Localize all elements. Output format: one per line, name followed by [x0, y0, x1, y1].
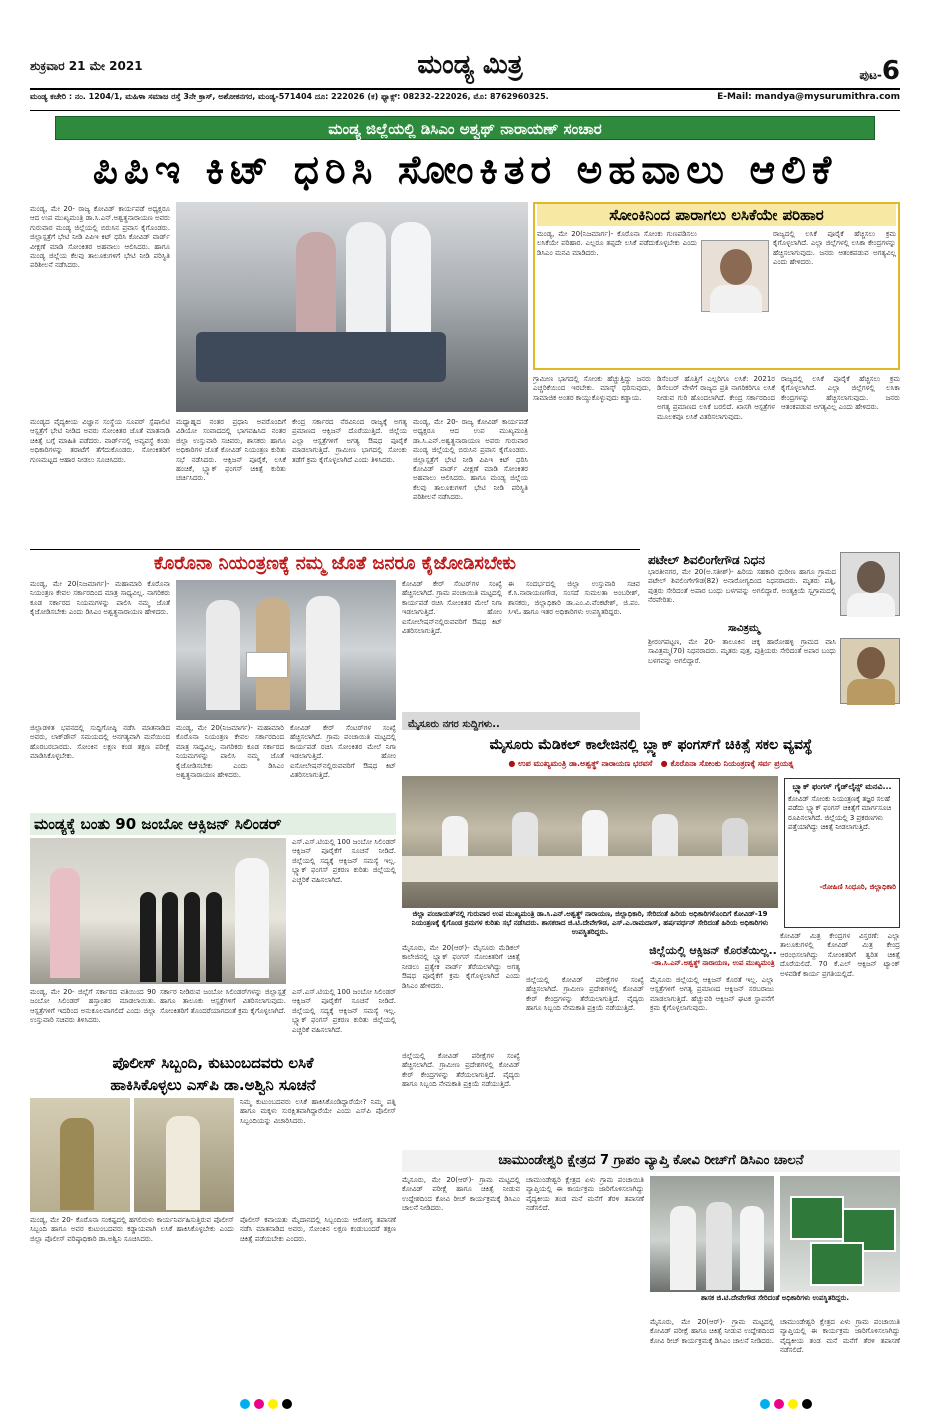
lead-photo — [176, 202, 528, 412]
header-rule — [30, 88, 900, 90]
story4-photo — [30, 838, 286, 984]
lead-body-5: ಮಂಡ್ಯ, ಮೇ 20- ರಾಜ್ಯ ಕೋವಿಡ್ ಕಾರ್ಯಪಡೆ ಅಧ್ಯಕ್ಷರೂ ಆದ ಉಪ ಮುಖ್ಯಮಂತ್ರಿ ಡಾ.ಸಿ.ಎನ್.ಅಶ್ವತ್ಥನಾರಾಯಣ ಅವರು ಗುರುವಾರ ಮಂಡ್ಯ ಜಿಲ್ಲೆಯಲ್ಲಿ ಬಿರುಸಿನ ಪ್ರವಾಸ ಕೈಗೊಂಡರು. ಜಿಲ್ಲಾಸ್ಪತ್ರೆಗೆ ಭೇಟಿ ನೀಡಿ ಪಿಪಿಇ ಕಿಟ್ ಧರಿಸಿ ಕೋವಿಡ್ ವಾರ್ಡ್ ವೀಕ್ಷಣೆ ಮಾಡಿ ಸೋಂಕಿತರ ಅಹವಾಲು ಆಲಿಸಿದರು. ಹಾಗೂ ಮಂಡ್ಯ ಜಿಲ್ಲೆಯ ಕೆಲವು ತಾಲೂಕುಗಳಿಗೆ ಭೇಟಿ ನೀಡಿ ಪರಿಸ್ಥಿತಿ ಪರಿಶೀಲನೆ ನಡೆಸಿದರು. — [413, 418, 528, 502]
story6-body-4: ಚಾಮುಂಡೇಶ್ವರಿ ಕ್ಷೇತ್ರದ ಏಳು ಗ್ರಾಮ ಪಂಚಾಯಿತಿ ವ್ಯಾಪ್ತಿಯಲ್ಲಿ ಈ ಕಾರ್ಯಕ್ರಮ ಜಾರಿಗೊಳಿಸಲಾಗಿದ್ದು ವೈದ್ಯಕೀಯ ತಂಡ ಮನೆ ಮನೆಗೆ ತೆರಳಿ ತಪಾಸಣೆ ನಡೆಸಲಿದೆ. — [780, 1318, 900, 1355]
obit-portrait-1 — [840, 552, 900, 616]
story2-body-2: ಕೋವಿಡ್ ಕೇರ್ ಸೆಂಟರ್‌ಗಳ ಸಂಖ್ಯೆ ಹೆಚ್ಚಿಸಲಾಗಿದೆ. ಗ್ರಾಮ ಪಂಚಾಯಿತಿ ಮಟ್ಟದಲ್ಲಿ ಕಾರ್ಯಪಡೆ ರಚಿಸಿ ಸೋಂಕಿತರ ಮೇಲೆ ನಿಗಾ ಇಡಲಾಗುತ್ತಿದೆ. ಹೋಂ ಐಸೋಲೇಷನ್‌ನಲ್ಲಿರುವವರಿಗೆ ಔಷಧ ಕಿಟ್ ವಿತರಿಸಲಾಗುತ್ತಿದೆ. — [402, 580, 502, 636]
side-story-body-5: ರಾಜ್ಯದಲ್ಲಿ ಲಸಿಕೆ ಪೂರೈಕೆ ಹೆಚ್ಚಿಸಲು ಕ್ರಮ ಕೈಗೊಳ್ಳಲಾಗಿದೆ. ಎಲ್ಲಾ ಜಿಲ್ಲೆಗಳಲ್ಲಿ ಲಸಿಕಾ ಕೇಂದ್ರಗಳನ್ನು ಹೆಚ್ಚಿಸಲಾಗುವುದು. ಜನರು ಆತಂಕಪಡುವ ಅಗತ್ಯವಿಲ್ಲ ಎಂದು ಹೇಳಿದರು. — [781, 375, 900, 412]
story5-photo-1 — [30, 1098, 130, 1212]
story3-photo — [402, 776, 778, 908]
story3-body-2: ಜಿಲ್ಲೆಯಲ್ಲಿ ಕೋವಿಡ್ ಪರೀಕ್ಷೆಗಳ ಸಂಖ್ಯೆ ಹೆಚ್ಚಿಸಲಾಗಿದೆ. ಗ್ರಾಮೀಣ ಪ್ರದೇಶಗಳಲ್ಲಿ ಕೋವಿಡ್ ಕೇರ್ ಕೇಂದ್ರಗಳನ್ನು ತೆರೆಯಲಾಗುತ್ತಿದೆ. ವೈದ್ಯರು ಹಾಗೂ ಸಿಬ್ಬಂದಿ ನೇಮಕಾತಿ ಪ್ರಕ್ರಿಯೆ ನಡೆಯುತ್ತಿದೆ. — [526, 976, 644, 1013]
inauguration-image — [650, 1176, 774, 1292]
story6-photo-1 — [650, 1176, 774, 1292]
color-marks-right — [760, 1394, 880, 1406]
hospital-ward-image — [176, 202, 528, 412]
story5-headline-2: ಹಾಕಿಸಿಕೊಳ್ಳಲು ಎಸ್‌ಪಿ ಡಾ.ಅಶ್ವಿನಿ ಸೂಚನೆ — [110, 1076, 316, 1094]
story3-subhead: ಜಿಲ್ಲೆಯಲ್ಲಿ ಆಕ್ಸಿಜನ್ ಕೊರತೆಯಿಲ್ಲ.. — [649, 944, 777, 957]
story2-headline: ಕೊರೊನಾ ನಿಯಂತ್ರಣಕ್ಕೆ ನಮ್ಮ ಜೊತೆ ಜನರೂ ಕೈಜೋಡಿಸಬೇಕು — [153, 553, 517, 574]
story4-headline: ಮಂಡ್ಯಕ್ಕೆ ಬಂತು 90 ಜಂಬೋ ಆಕ್ಸಿಜನ್ ಸಿಲಿಂಡರ್ — [30, 813, 396, 835]
page-number: 6 — [881, 56, 900, 86]
story6-caption: ಶಾಸಕ ಜಿ.ಟಿ.ದೇವೇಗೌಡ ಸೇರಿದಂತೆ ಅಧಿಕಾರಿಗಳು ಉಪಸ್ಥಿತರಿದ್ದರು. — [700, 1294, 850, 1302]
lead-body-4: ಕೇಂದ್ರ ಸರ್ಕಾರದ ನೆರವಿನಿಂದ ರಾಜ್ಯಕ್ಕೆ ಅಗತ್ಯ ಪ್ರಮಾಣದ ಆಕ್ಸಿಜನ್ ದೊರೆಯುತ್ತಿದೆ. ಜಿಲ್ಲೆಯ ಎಲ್ಲಾ ಆಸ್ಪತ್ರೆಗಳಿಗೆ ಅಗತ್ಯ ಔಷಧ ಪೂರೈಕೆ ಮಾಡಲಾಗುತ್ತಿದೆ. ಗ್ರಾಮೀಣ ಭಾಗದಲ್ಲಿ ಸೋಂಕು ತಡೆಗೆ ಕ್ರಮ ಕೈಗೊಳ್ಳಲಾಗಿದೆ ಎಂದು ತಿಳಿಸಿದರು. — [292, 418, 407, 464]
header-address — [30, 92, 900, 108]
lead-headline: ಪಿಪಿಇ ಕಿಟ್ ಧರಿಸಿ ಸೋಂಕಿತರ ಅಹವಾಲು ಆಲಿಕೆ — [92, 148, 838, 193]
dcm-portrait — [701, 240, 769, 312]
story3-body-1: ಮೈಸೂರು, ಮೇ 20(ಆರ್)- ಮೈಸೂರು ಮೆಡಿಕಲ್ ಕಾಲೇಜಿನಲ್ಲಿ ಬ್ಲ್ಯಾಕ್ ಫಂಗಸ್ ಸೋಂಕಿತರಿಗೆ ಚಿಕಿತ್ಸೆ ನೀಡಲು ಪ್ರತ್ಯೇಕ ವಾರ್ಡ್ ತೆರೆಯಲಾಗಿದ್ದು ಅಗತ್ಯ ಔಷಧ ಪೂರೈಕೆಗೆ ಕ್ರಮ ಕೈಗೊಳ್ಳಲಾಗಿದೆ ಎಂದು ಡಿಸಿಎಂ ಹೇಳಿದರು. — [402, 944, 520, 990]
story4-body-1: ಎಸ್.ಎಸ್.ಟಿಯಲ್ಲಿ 100 ಜಂಬೋ ಸಿಲಿಂಡರ್ ಆಕ್ಸಿಜನ್ ಪೂರೈಕೆಗೆ ಸೂಚನೆ ನೀಡಿದೆ. ಜಿಲ್ಲೆಯಲ್ಲಿ ಸದ್ಯಕ್ಕೆ ಆಕ್ಸಿಜನ್ ಸಮಸ್ಯೆ ಇಲ್ಲ. ಬ್ಲ್ಯಾಕ್ ಫಂಗಸ್ ಪ್ರಕರಣ ಕುರಿತು ಜಿಲ್ಲೆಯಲ್ಲಿ ಎಚ್ಚರಿಕೆ ವಹಿಸಲಾಗಿದೆ. — [292, 838, 396, 884]
story3-sub-2: ಕೊರೊನಾ ಸೋಂಕು ನಿಯಂತ್ರಣಕ್ಕೆ ಸರ್ವ ಪ್ರಯತ್ನ — [670, 759, 794, 768]
story6-body-2: ಚಾಮುಂಡೇಶ್ವರಿ ಕ್ಷೇತ್ರದ ಏಳು ಗ್ರಾಮ ಪಂಚಾಯಿತಿ ವ್ಯಾಪ್ತಿಯಲ್ಲಿ ಈ ಕಾರ್ಯಕ್ರಮ ಜಾರಿಗೊಳಿಸಲಾಗಿದ್ದು ವೈದ್ಯಕೀಯ ತಂಡ ಮನೆ ಮನೆಗೆ ತೆರಳಿ ತಪಾಸಣೆ ನಡೆಸಲಿದೆ. — [526, 1176, 644, 1213]
banner-text: ಮಂಡ್ಯ ಜಿಲ್ಲೆಯಲ್ಲಿ ಡಿಸಿಎಂ ಅಶ್ವಥ್ ನಾರಾಯಣ್ ಸಂಚಾರ — [328, 120, 602, 138]
meeting-hall-image — [402, 776, 778, 908]
story3-body-3: ಮೈಸೂರು ಜಿಲ್ಲೆಯಲ್ಲಿ ಆಕ್ಸಿಜನ್ ಕೊರತೆ ಇಲ್ಲ. ಎಲ್ಲಾ ಆಸ್ಪತ್ರೆಗಳಿಗೆ ಅಗತ್ಯ ಪ್ರಮಾಣದ ಆಕ್ಸಿಜನ್ ಸರಬರಾಜು ಮಾಡಲಾಗುತ್ತಿದೆ. ಹೆಚ್ಚುವರಿ ಆಕ್ಸಿಜನ್ ಘಟಕ ಸ್ಥಾಪನೆಗೆ ಕ್ರಮ ಕೈಗೊಳ್ಳಲಾಗುವುದು. — [650, 976, 774, 1013]
side-story-body-1: ಮಂಡ್ಯ, ಮೇ 20(ನಿಜಮಾರ್ಗ)- ಕೊರೊನಾ ಸೋಂಕು ಗುಣಪಡಿಸಲು ಲಸಿಕೆಯೇ ಪರಿಹಾರ. ಎಲ್ಲರೂ ತಪ್ಪದೇ ಲಸಿಕೆ ಪಡೆದುಕೊಳ್ಳಬೇಕು ಎಂದು ಡಿಸಿಎಂ ಮನವಿ ಮಾಡಿದರು. — [537, 230, 697, 257]
address-text: ಮಂಡ್ಯ ಕಚೇರಿ : ನಂ. 1204/1, ಮಹಿಳಾ ಸಮಾಜ ರಸ್ತೆ 3ನೇ ಕ್ರಾಸ್, ಅಶೋಕನಗರ, ಮಂಡ್ಯ-571404 ದೂ: 222026 (ಕ) ಫ್ಯಾಕ್ಸ್: 08232-222026, ಮೊ: 8762960325. — [30, 92, 549, 101]
side-story-body-3: ಗ್ರಾಮೀಣ ಭಾಗದಲ್ಲಿ ಸೋಂಕು ಹೆಚ್ಚುತ್ತಿದ್ದು ಜನರು ಎಚ್ಚರಿಕೆಯಿಂದ ಇರಬೇಕು. ಮಾಸ್ಕ್ ಧರಿಸುವುದು, ಸಾಮಾಜಿಕ ಅಂತರ ಕಾಯ್ದುಕೊಳ್ಳುವುದು ಕಡ್ಡಾಯ. — [533, 375, 651, 402]
story2-body-1: ಮಂಡ್ಯ, ಮೇ 20(ನಿಜಮಾರ್ಗ)- ಮಹಾಮಾರಿ ಕೊರೊನಾ ನಿಯಂತ್ರಣ ಕೇವಲ ಸರ್ಕಾರದಿಂದ ಮಾತ್ರ ಸಾಧ್ಯವಿಲ್ಲ. ನಾಗರಿಕರು ಕೂಡ ಸರ್ಕಾರದ ನಿಯಮಗಳನ್ನು ಪಾಲಿಸಿ ನಮ್ಮ ಜೊತೆ ಕೈಜೋಡಿಸಬೇಕು ಎಂದು ಡಿಸಿಎಂ ಅಶ್ವತ್ಥನಾರಾಯಣ ಹೇಳಿದರು. — [30, 580, 170, 617]
story5-headline-1: ಪೊಲೀಸ್ ಸಿಬ್ಬಂದಿ, ಕುಟುಂಬದವರು ಲಸಿಕೆ — [112, 1054, 314, 1072]
divider-1 — [30, 549, 640, 550]
sidebox — [784, 778, 900, 928]
page-label-text: ಪುಟ- — [859, 68, 882, 82]
story4-body-3: ಸರ್ಕಾರ ನೀಡಿರುವ ಜಂಬೋ ಸಿಲಿಂಡರ್‌ಗಳನ್ನು ಜಿಲ್ಲಾಸ್ಪತ್ರೆ ಹಾಗೂ ತಾಲೂಕು ಆಸ್ಪತ್ರೆಗಳಿಗೆ ವಿತರಿಸಲಾಗುವುದು. ಸೋಂಕಿತರಿಗೆ ತೊಂದರೆಯಾಗದಂತೆ ಕ್ರಮ ಕೈಗೊಳ್ಳಲಾಗಿದೆ. — [160, 988, 286, 1015]
email-text: E-Mail: mandya@mysurumithra.com — [717, 92, 900, 102]
police-staff-image — [30, 1098, 130, 1212]
press-meet-image — [176, 580, 396, 720]
lead-body-3: ಮಧ್ಯಾಹ್ನದ ನಂತರ ಪ್ರಧಾನಿ ಅವರೊಂದಿಗೆ ವಿಡಿಯೋ ಸಂವಾದದಲ್ಲಿ ಭಾಗವಹಿಸಿದ ನಂತರ ಜಿಲ್ಲಾ ಉಸ್ತುವಾರಿ ಸಚಿವರು, ಶಾಸಕರು ಹಾಗೂ ಅಧಿಕಾರಿಗಳ ಜೊತೆ ಕೋವಿಡ್ ನಿಯಂತ್ರಣ ಕುರಿತು ಸಭೆ ನಡೆಸಿದರು. ಆಕ್ಸಿಜನ್ ಪೂರೈಕೆ, ಲಸಿಕೆ ಹಂಚಿಕೆ, ಬ್ಲ್ಯಾಕ್ ಫಂಗಸ್ ಚಿಕಿತ್ಸೆ ಕುರಿತು ಚರ್ಚಿಸಿದರು. — [176, 418, 286, 483]
masthead-logo: ಮಂಡ್ಯ ಮಿತ್ರ — [417, 50, 523, 80]
side-story-body-4: ಡಿಸೆಂಬರ್ ಹೊತ್ತಿಗೆ ಎಲ್ಲರಿಗೂ ಲಸಿಕೆ: 2021ರ ಡಿಸೆಂಬರ್ ವೇಳೆಗೆ ರಾಜ್ಯದ ಪ್ರತಿ ನಾಗರಿಕರಿಗೂ ಲಸಿಕೆ ನೀಡುವ ಗುರಿ ಹೊಂದಲಾಗಿದೆ. ಕೇಂದ್ರ ಸರ್ಕಾರದಿಂದ ಅಗತ್ಯ ಪ್ರಮಾಣದ ಲಸಿಕೆ ಬರಲಿದೆ. ಖಾಸಗಿ ಆಸ್ಪತ್ರೆಗಳ ಮೂಲಕವೂ ಲಸಿಕೆ ವಿತರಿಸಲಾಗುವುದು. — [657, 375, 775, 421]
story6-body-1: ಮೈಸೂರು, ಮೇ 20(ಆರ್)- ಗ್ರಾಮ ಮಟ್ಟದಲ್ಲಿ ಕೋವಿಡ್ ಪರೀಕ್ಷೆ ಹಾಗೂ ಚಿಕಿತ್ಸೆ ನೀಡುವ ಉದ್ದೇಶದಿಂದ ಕೋವಿ ರೀಚ್ ಕಾರ್ಯಕ್ರಮಕ್ಕೆ ಡಿಸಿಎಂ ಚಾಲನೆ ನೀಡಿದರು. — [402, 1176, 520, 1213]
story2-body-5: ಮಂಡ್ಯ, ಮೇ 20(ನಿಜಮಾರ್ಗ)- ಮಹಾಮಾರಿ ಕೊರೊನಾ ನಿಯಂತ್ರಣ ಕೇವಲ ಸರ್ಕಾರದಿಂದ ಮಾತ್ರ ಸಾಧ್ಯವಿಲ್ಲ. ನಾಗರಿಕರು ಕೂಡ ಸರ್ಕಾರದ ನಿಯಮಗಳನ್ನು ಪಾಲಿಸಿ ನಮ್ಮ ಜೊತೆ ಕೈಜೋಡಿಸಬೇಕು ಎಂದು ಡಿಸಿಎಂ ಅಶ್ವತ್ಥನಾರಾಯಣ ಹೇಳಿದರು. — [176, 724, 284, 780]
story3-subquote: -ಡಾ.ಸಿ.ಎನ್.ಅಶ್ವತ್ಥ್ ನಾರಾಯಣ, ಉಪ ಮುಖ್ಯಮಂತ್ರಿ — [651, 959, 775, 967]
story6-photo-2 — [780, 1176, 900, 1292]
story6-body-3: ಮೈಸೂರು, ಮೇ 20(ಆರ್)- ಗ್ರಾಮ ಮಟ್ಟದಲ್ಲಿ ಕೋವಿಡ್ ಪರೀಕ್ಷೆ ಹಾಗೂ ಚಿಕಿತ್ಸೆ ನೀಡುವ ಉದ್ದೇಶದಿಂದ ಕೋವಿ ರೀಚ್ ಕಾರ್ಯಕ್ರಮಕ್ಕೆ ಡಿಸಿಎಂ ಚಾಲನೆ ನೀಡಿದರು. — [650, 1318, 774, 1345]
side-story-body-2: ರಾಜ್ಯದಲ್ಲಿ ಲಸಿಕೆ ಪೂರೈಕೆ ಹೆಚ್ಚಿಸಲು ಕ್ರಮ ಕೈಗೊಳ್ಳಲಾಗಿದೆ. ಎಲ್ಲಾ ಜಿಲ್ಲೆಗಳಲ್ಲಿ ಲಸಿಕಾ ಕೇಂದ್ರಗಳನ್ನು ಹೆಚ್ಚಿಸಲಾಗುವುದು. ಜನರು ಆತಂಕಪಡುವ ಅಗತ್ಯವಿಲ್ಲ ಎಂದು ಹೇಳಿದರು. — [773, 230, 896, 267]
story5-body-1: ನಿಮ್ಮ ಕುಟುಂಬದವರು ಲಸಿಕೆ ಹಾಕಿಸಿಕೊಂಡಿದ್ದಾರೆಯೇ? ನಿಮ್ಮ ಪತ್ನಿ ಹಾಗೂ ಮಕ್ಕಳು ಸುರಕ್ಷಿತವಾಗಿದ್ದಾರೆಯೇ ಎಂದು ಎಸ್‌ಪಿ ಪೊಲೀಸ್ ಸಿಬ್ಬಂದಿಯನ್ನು ವಿಚಾರಿಸಿದರು. — [240, 1098, 396, 1125]
story6-headline: ಚಾಮುಂಡೇಶ್ವರಿ ಕ್ಷೇತ್ರದ 7 ಗ್ರಾಪಂ ವ್ಯಾಪ್ತಿ ಕೋವಿ ರೀಚ್‌ಗೆ ಡಿಸಿಎಂ ಚಾಲನೆ — [402, 1150, 900, 1172]
story3-subheads — [402, 759, 900, 773]
story3-sub-1: ಉಪ ಮುಖ್ಯಮಂತ್ರಿ ಡಾ.ಅಶ್ವತ್ಥ್ ನಾರಾಯಣ ಭರವಸೆ — [518, 759, 653, 768]
story5-photo-2 — [134, 1098, 234, 1212]
section-label: ಮೈಸೂರು ನಗರ ಸುದ್ದಿಗಳು.. — [408, 719, 500, 730]
sidebox-body: ಕೋವಿಡ್ ಸೋಂಕು ನಿಯಂತ್ರಣಕ್ಕೆ ತಜ್ಞರ ಸಲಹೆ ಪಡೆದು ಬ್ಲ್ಯಾಕ್ ಫಂಗಸ್ ಚಿಕಿತ್ಸೆಗೆ ಮಾರ್ಗಸೂಚಿ ರೂಪಿಸಲಾಗಿದೆ. ಜಿಲ್ಲೆಯಲ್ಲಿ 3 ಪ್ರಕರಣಗಳು ಪತ್ತೆಯಾಗಿದ್ದು ಚಿಕಿತ್ಸೆ ನೀಡಲಾಗುತ್ತಿದೆ. — [788, 795, 892, 832]
story4-body-2: ಮಂಡ್ಯ, ಮೇ 20- ಜಿಲ್ಲೆಗೆ ಸರ್ಕಾರದ ವತಿಯಿಂದ 90 ಜಂಬೋ ಸಿಲಿಂಡರ್ ಹಸ್ತಾಂತರ ಮಾಡಲಾಯಿತು. ಆಸ್ಪತ್ರೆಗಳಿಗೆ ಇದರಿಂದ ಅನುಕೂಲವಾಗಲಿದೆ ಎಂದು ಜಿಲ್ಲಾ ಉಸ್ತುವಾರಿ ಸಚಿವರು ತಿಳಿಸಿದರು. — [30, 988, 156, 1025]
story5-body-2: ಮಂಡ್ಯ, ಮೇ 20- ಕೊರೊನಾ ಸಂಕಷ್ಟದಲ್ಲಿ ಹಗಲಿರುಳು ಕಾರ್ಯನಿರ್ವಹಿಸುತ್ತಿರುವ ಪೊಲೀಸ್ ಸಿಬ್ಬಂದಿ ಹಾಗೂ ಅವರ ಕುಟುಂಬದವರು ಕಡ್ಡಾಯವಾಗಿ ಲಸಿಕೆ ಹಾಕಿಸಿಕೊಳ್ಳಬೇಕು ಎಂದು ಜಿಲ್ಲಾ ಪೊಲೀಸ್ ವರಿಷ್ಠಾಧಿಕಾರಿ ಡಾ.ಅಶ್ವಿನಿ ಸೂಚಿಸಿದರು. — [30, 1216, 234, 1243]
bullet-icon: ● — [660, 759, 668, 768]
page-label — [830, 56, 900, 86]
story2-body-3: ಈ ಸಂದರ್ಭದಲ್ಲಿ ಜಿಲ್ಲಾ ಉಸ್ತುವಾರಿ ಸಚಿವ ಕೆ.ಸಿ.ನಾರಾಯಣಗೌಡ, ಸಂಸದೆ ಸುಮಲತಾ ಅಂಬರೀಶ್, ಶಾಸಕರು, ಜಿಲ್ಲಾಧಿಕಾರಿ ಡಾ.ಎಂ.ವಿ.ವೆಂಕಟೇಶ್, ಜಿ.ಪಂ. ಸಿಇಓ ಹಾಗೂ ಇತರ ಅಧಿಕಾರಿಗಳು ಉಪಸ್ಥಿತರಿದ್ದರು. — [508, 580, 640, 617]
story2-photo — [176, 580, 396, 720]
bullet-icon: ● — [508, 759, 516, 768]
story5-body-3: ಪೊಲೀಸ್ ಕವಾಯತು ಮೈದಾನದಲ್ಲಿ ಸಿಬ್ಬಂದಿಯ ಆರೋಗ್ಯ ತಪಾಸಣೆ ನಡೆಸಿ ಮಾತನಾಡಿದ ಅವರು, ಸೋಂಕಿನ ಲಕ್ಷಣ ಕಂಡುಬಂದರೆ ತಕ್ಷಣ ಚಿಕಿತ್ಸೆ ಪಡೆಯಬೇಕು ಎಂದರು. — [240, 1216, 396, 1243]
story3-body-5: ಜಿಲ್ಲೆಯಲ್ಲಿ ಕೋವಿಡ್ ಪರೀಕ್ಷೆಗಳ ಸಂಖ್ಯೆ ಹೆಚ್ಚಿಸಲಾಗಿದೆ. ಗ್ರಾಮೀಣ ಪ್ರದೇಶಗಳಲ್ಲಿ ಕೋವಿಡ್ ಕೇರ್ ಕೇಂದ್ರಗಳನ್ನು ತೆರೆಯಲಾಗುತ್ತಿದೆ. ವೈದ್ಯರು ಹಾಗೂ ಸಿಬ್ಬಂದಿ ನೇಮಕಾತಿ ಪ್ರಕ್ರಿಯೆ ನಡೆಯುತ್ತಿದೆ. — [402, 1052, 520, 1089]
story3-caption: ಜಿಲ್ಲಾ ಪಂಚಾಯತ್‌ನಲ್ಲಿ ಗುರುವಾರ ಉಪ ಮುಖ್ಯಮಂತ್ರಿ ಡಾ.ಸಿ.ಎನ್.ಅಶ್ವತ್ಥ್ ನಾರಾಯಣ, ಜಿಲ್ಲಾಧಿಕಾರಿ, ಸೇರಿದಂತೆ ಹಿರಿಯ ಅಧಿಕಾರಿಗಳೊಂದಿಗೆ ಕೋವಿಡ್-19 ನಿಯಂತ್ರಣಕ್ಕೆ ಕೈಗೊಂಡ ಕ್ರಮಗಳ ಕುರಿತು ಸಭೆ ನಡೆಸಿದರು. ಶಾಸಕರಾದ ಜಿ.ಟಿ.ದೇವೇಗೌಡ, ಎಸ್.ಎ.ರಾಮದಾಸ್, ಹರ್ಷವರ್ಧನ್ ಸೇರಿದಂತೆ ಹಿರಿಯ ಅಧಿಕಾರಿಗಳು ಉಪಸ್ಥಿತರಿದ್ದರು. — [411, 910, 769, 936]
lead-body-1: ಮಂಡ್ಯ, ಮೇ 20- ರಾಜ್ಯ ಕೋವಿಡ್ ಕಾರ್ಯಪಡೆ ಅಧ್ಯಕ್ಷರೂ ಆದ ಉಪ ಮುಖ್ಯಮಂತ್ರಿ ಡಾ.ಸಿ.ಎನ್.ಅಶ್ವತ್ಥನಾರಾಯಣ ಅವರು ಗುರುವಾರ ಮಂಡ್ಯ ಜಿಲ್ಲೆಯಲ್ಲಿ ಬಿರುಸಿನ ಪ್ರವಾಸ ಕೈಗೊಂಡರು. ಜಿಲ್ಲಾಸ್ಪತ್ರೆಗೆ ಭೇಟಿ ನೀಡಿ ಪಿಪಿಇ ಕಿಟ್ ಧರಿಸಿ ಕೋವಿಡ್ ವಾರ್ಡ್ ವೀಕ್ಷಣೆ ಮಾಡಿ ಸೋಂಕಿತರ ಅಹವಾಲು ಆಲಿಸಿದರು. ಹಾಗೂ ಮಂಡ್ಯ ಜಿಲ್ಲೆಯ ಕೆಲವು ತಾಲೂಕುಗಳಿಗೆ ಭೇಟಿ ನೀಡಿ ಪರಿಸ್ಥಿತಿ ಪರಿಶೀಲನೆ ನಡೆಸಿದರು. — [30, 205, 170, 270]
sidebox-title: ಬ್ಲ್ಯಾಕ್ ಫಂಗಸ್ ಗೈಡ್‌ಲೈನ್ಸ್ ಮನವಿ... — [792, 782, 892, 791]
police-officer-image — [134, 1098, 234, 1212]
header-date: ಶುಕ್ರವಾರ 21 ಮೇ 2021 — [30, 59, 143, 73]
side-story-headline: ಸೋಂಕಿನಿಂದ ಪಾರಾಗಲು ಲಸಿಕೆಯೇ ಪರಿಹಾರ — [537, 204, 896, 226]
story2-body-4: ಜಿಲ್ಲಾಡಳಿತ ಭವನದಲ್ಲಿ ಸುದ್ದಿಗೋಷ್ಠಿ ನಡೆಸಿ ಮಾತನಾಡಿದ ಅವರು, ಲಾಕ್‌ಡೌನ್ ಸಮಯದಲ್ಲಿ ಅನಗತ್ಯವಾಗಿ ಮನೆಯಿಂದ ಹೊರಬರಬಾರದು. ಸೋಂಕಿನ ಲಕ್ಷಣ ಕಂಡ ತಕ್ಷಣ ಪರೀಕ್ಷೆ ಮಾಡಿಸಿಕೊಳ್ಳಬೇಕು. — [30, 724, 170, 761]
medical-kits-image — [780, 1176, 900, 1292]
story4-body-4: ಎಸ್.ಎಸ್.ಟಿಯಲ್ಲಿ 100 ಜಂಬೋ ಸಿಲಿಂಡರ್ ಆಕ್ಸಿಜನ್ ಪೂರೈಕೆಗೆ ಸೂಚನೆ ನೀಡಿದೆ. ಜಿಲ್ಲೆಯಲ್ಲಿ ಸದ್ಯಕ್ಕೆ ಆಕ್ಸಿಜನ್ ಸಮಸ್ಯೆ ಇಲ್ಲ. ಬ್ಲ್ಯಾಕ್ ಫಂಗಸ್ ಪ್ರಕರಣ ಕುರಿತು ಜಿಲ್ಲೆಯಲ್ಲಿ ಎಚ್ಚರಿಕೆ ವಹಿಸಲಾಗಿದೆ. — [292, 988, 396, 1034]
obit-portrait-2 — [840, 638, 900, 704]
banner — [55, 116, 875, 140]
obit-body: ಭಾರತೀನಗರ, ಮೇ 20(ಅ.ಸತೀಶ್)- ಹಿರಿಯ ಸಹಕಾರಿ ಧುರೀಣ ಹಾಗೂ ಗ್ರಾಮದ ಪಟೇಲ್ ಶಿವಲಿಂಗೇಗೌಡ(82) ಅನಾರೋಗ್ಯದಿಂದ ನಿಧನರಾದರು. ಮೃತರು ಪತ್ನಿ, ಪುತ್ರರು ಸೇರಿದಂತೆ ಅಪಾರ ಬಂಧು ಬಳಗವನ್ನು ಅಗಲಿದ್ದಾರೆ. ಅಂತ್ಯಕ್ರಿಯೆ ಸ್ವಗ್ರಾಮದಲ್ಲಿ ನೆರವೇರಿತು. — [648, 568, 836, 605]
oxygen-cylinders-image — [30, 838, 286, 984]
sidebox-sign: -ರೋಹಿಣಿ ಸಿಂಧೂರಿ, ಜಿಲ್ಲಾಧಿಕಾರಿ — [819, 883, 896, 891]
story2-body-6: ಕೋವಿಡ್ ಕೇರ್ ಸೆಂಟರ್‌ಗಳ ಸಂಖ್ಯೆ ಹೆಚ್ಚಿಸಲಾಗಿದೆ. ಗ್ರಾಮ ಪಂಚಾಯಿತಿ ಮಟ್ಟದಲ್ಲಿ ಕಾರ್ಯಪಡೆ ರಚಿಸಿ ಸೋಂಕಿತರ ಮೇಲೆ ನಿಗಾ ಇಡಲಾಗುತ್ತಿದೆ. ಹೋಂ ಐಸೋಲೇಷನ್‌ನಲ್ಲಿರುವವರಿಗೆ ಔಷಧ ಕಿಟ್ ವಿತರಿಸಲಾಗುತ್ತಿದೆ. — [290, 724, 396, 780]
obit-headline-2: ಸಾವಿತ್ರಮ್ಮ — [728, 623, 760, 634]
header-rule-2 — [30, 110, 900, 111]
color-marks-left — [240, 1394, 360, 1406]
obit-headline: ಪಟೇಲ್ ಶಿವಲಿಂಗೇಗೌಡ ನಿಧನ — [648, 553, 765, 567]
story3-headline: ಮೈಸೂರು ಮೆಡಿಕಲ್ ಕಾಲೇಜಿನಲ್ಲಿ ಬ್ಲ್ಯಾಕ್ ಫಂಗಸ್‌ಗೆ ಚಿಕಿತ್ಸೆ ಸಕಲ ವ್ಯವಸ್ಥೆ — [489, 737, 813, 753]
story3-body-4: ಕೋವಿಡ್ ಮಿತ್ರ ಕೇಂದ್ರಗಳ ವಿಸ್ತರಣೆ: ಎಲ್ಲಾ ತಾಲೂಕುಗಳಲ್ಲಿ ಕೋವಿಡ್ ಮಿತ್ರ ಕೇಂದ್ರ ಆರಂಭಿಸಲಾಗಿದ್ದು ಸೋಂಕಿತರಿಗೆ ತ್ವರಿತ ಚಿಕಿತ್ಸೆ ದೊರೆಯಲಿದೆ. 70 ಕೆ.ಎಲ್ ಆಕ್ಸಿಜನ್ ಟ್ಯಾಂಕ್ ಅಳವಡಿಕೆ ಕಾರ್ಯ ಪ್ರಗತಿಯಲ್ಲಿದೆ. — [780, 932, 900, 978]
section-label-box — [402, 712, 640, 730]
lead-body-2: ಮಂಡ್ಯದ ವೈದ್ಯಕೀಯ ವಿಜ್ಞಾನ ಸಂಸ್ಥೆಯ ಸೂಪರ್ ಸ್ಪೆಷಾಲಿಟಿ ಆಸ್ಪತ್ರೆಗೆ ಭೇಟಿ ನೀಡಿದ ಅವರು ಸೋಂಕಿತರ ಜೊತೆ ಮಾತನಾಡಿ ಚಿಕಿತ್ಸೆ ಬಗ್ಗೆ ಮಾಹಿತಿ ಪಡೆದರು. ವಾರ್ಡ್‌ನಲ್ಲಿ ಅವ್ಯವಸ್ಥೆ ಕಂಡು ಅಧಿಕಾರಿಗಳನ್ನು ತರಾಟೆಗೆ ತೆಗೆದುಕೊಂಡರು. ಸೋಂಕಿತರಿಗೆ ಗುಣಮಟ್ಟದ ಆಹಾರ ನೀಡಲು ಸೂಚಿಸಿದರು. — [30, 418, 170, 464]
obit-body-2: ಶ್ರೀರಂಗಪಟ್ಟಣ, ಮೇ 20- ತಾಲೂಕಿನ ಚಿಕ್ಕ ಹಾರೋಹಳ್ಳಿ ಗ್ರಾಮದ ವಾಸಿ ಸಾವಿತ್ರಮ್ಮ(70) ನಿಧನರಾದರು. ಮೃತರು ಪುತ್ರ, ಪುತ್ರಿಯರು ಸೇರಿದಂತೆ ಅಪಾರ ಬಂಧು ಬಳಗವನ್ನು ಅಗಲಿದ್ದಾರೆ. — [648, 638, 836, 665]
